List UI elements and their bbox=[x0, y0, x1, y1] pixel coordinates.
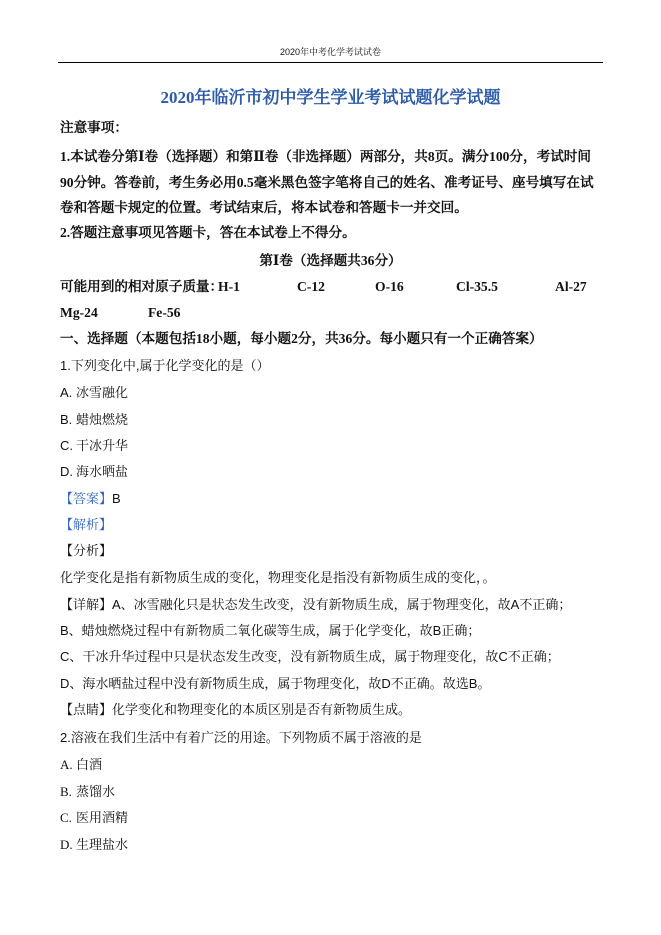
part-heading: 一、选择题（本题包括18小题，每小题2分，共36分。每小题只有一个正确答案） bbox=[60, 331, 543, 346]
atomic-mass-item: C-12 bbox=[297, 279, 325, 294]
atomic-mass-item: Al-27 bbox=[555, 279, 587, 294]
option-text: 冰雪融化 bbox=[76, 385, 129, 400]
atomic-mass-row bbox=[0, 278, 661, 296]
atomic-mass-label: 可能用到的相对原子质量： bbox=[60, 279, 224, 294]
running-header: 2020年中考化学考试试卷 bbox=[279, 47, 382, 57]
option-text: 医用酒精 bbox=[76, 810, 129, 825]
key-point-line bbox=[60, 701, 411, 719]
notice-line: 90分钟。答卷前，考生务必用0.5毫米黑色签字笔将自己的姓名、准考证号、座号填写在试 bbox=[60, 175, 594, 190]
section-heading: 第Ⅰ卷（选择题共36分） bbox=[259, 253, 402, 268]
atomic-mass-item: Mg-24 bbox=[60, 305, 98, 320]
notice-line: 2.答题注意事项见答题卡，答在本试卷上不得分。 bbox=[60, 225, 356, 240]
option-letter: D. bbox=[60, 464, 73, 479]
question-option bbox=[60, 783, 115, 801]
question-stem: 2.溶液在我们生活中有着广泛的用途。下列物质不属于溶液的是 bbox=[60, 730, 422, 745]
document-title: 2020年临沂市初中学生学业考试试题化学试题 bbox=[160, 88, 501, 107]
option-letter: C. bbox=[60, 438, 73, 453]
question-stem: 1.下列变化中,属于化学变化的是（） bbox=[60, 358, 270, 373]
notice-line: 卷和答题卡规定的位置。考试结束后，将本试卷和答题卡一并交回。 bbox=[60, 200, 468, 215]
question-option bbox=[60, 756, 102, 774]
option-text: 白酒 bbox=[76, 757, 103, 772]
question-option bbox=[60, 836, 128, 854]
detail-text: A、冰雪融化只是状态发生改变，没有新物质生成，属于物理变化，故A不正确； bbox=[112, 597, 572, 612]
atomic-mass-item: O-16 bbox=[375, 279, 404, 294]
atomic-mass-item: Cl-35.5 bbox=[456, 279, 498, 294]
explanation-label: 【解析】 bbox=[60, 517, 113, 532]
answer-line bbox=[60, 490, 121, 508]
detail-line: C、干冰升华过程中只是状态发生改变，没有新物质生成，属于物理变化，故C不正确； bbox=[60, 649, 560, 664]
option-text: 蒸馏水 bbox=[76, 784, 116, 799]
key-point-text: 化学变化和物理变化的本质区别是否有新物质生成。 bbox=[112, 702, 412, 717]
answer-value: B bbox=[112, 491, 121, 506]
option-letter: D. bbox=[60, 837, 73, 852]
option-text: 生理盐水 bbox=[76, 837, 129, 852]
analysis-text: 化学变化是指有新物质生成的变化，物理变化是指没有新物质生成的变化，。 bbox=[60, 570, 496, 585]
detail-line: B、蜡烛燃烧过程中有新物质二氧化碳等生成，属于化学变化，故B正确； bbox=[60, 623, 481, 638]
option-letter: B. bbox=[60, 412, 73, 427]
option-text: 海水晒盐 bbox=[76, 464, 129, 479]
header-divider bbox=[58, 62, 603, 63]
question-option bbox=[60, 384, 128, 402]
detail-line: D、海水晒盐过程中没有新物质生成，属于物理变化，故D不正确。故选B。 bbox=[60, 676, 491, 691]
answer-label: 【答案】 bbox=[60, 491, 113, 506]
notice-heading: 注意事项： bbox=[60, 120, 128, 135]
question-option bbox=[60, 463, 128, 481]
detail-line bbox=[60, 596, 571, 614]
question-option bbox=[60, 411, 128, 429]
key-point-label: 【点睛】 bbox=[60, 702, 113, 717]
question-option bbox=[60, 809, 128, 827]
option-letter: B. bbox=[60, 784, 72, 799]
option-letter: A. bbox=[60, 757, 73, 772]
analysis-label: 【分析】 bbox=[60, 543, 113, 558]
option-text: 干冰升华 bbox=[76, 438, 129, 453]
option-text: 蜡烛燃烧 bbox=[76, 412, 129, 427]
atomic-mass-row bbox=[0, 304, 661, 322]
option-letter: A. bbox=[60, 385, 73, 400]
option-letter: C. bbox=[60, 810, 72, 825]
atomic-mass-item: H-1 bbox=[218, 279, 240, 294]
notice-line: 1.本试卷分第Ⅰ卷（选择题）和第Ⅱ卷（非选择题）两部分，共8页。满分100分，考试时间 bbox=[60, 149, 591, 164]
question-option bbox=[60, 437, 128, 455]
atomic-mass-item: Fe-56 bbox=[148, 305, 181, 320]
detail-label: 【详解】 bbox=[60, 597, 113, 612]
